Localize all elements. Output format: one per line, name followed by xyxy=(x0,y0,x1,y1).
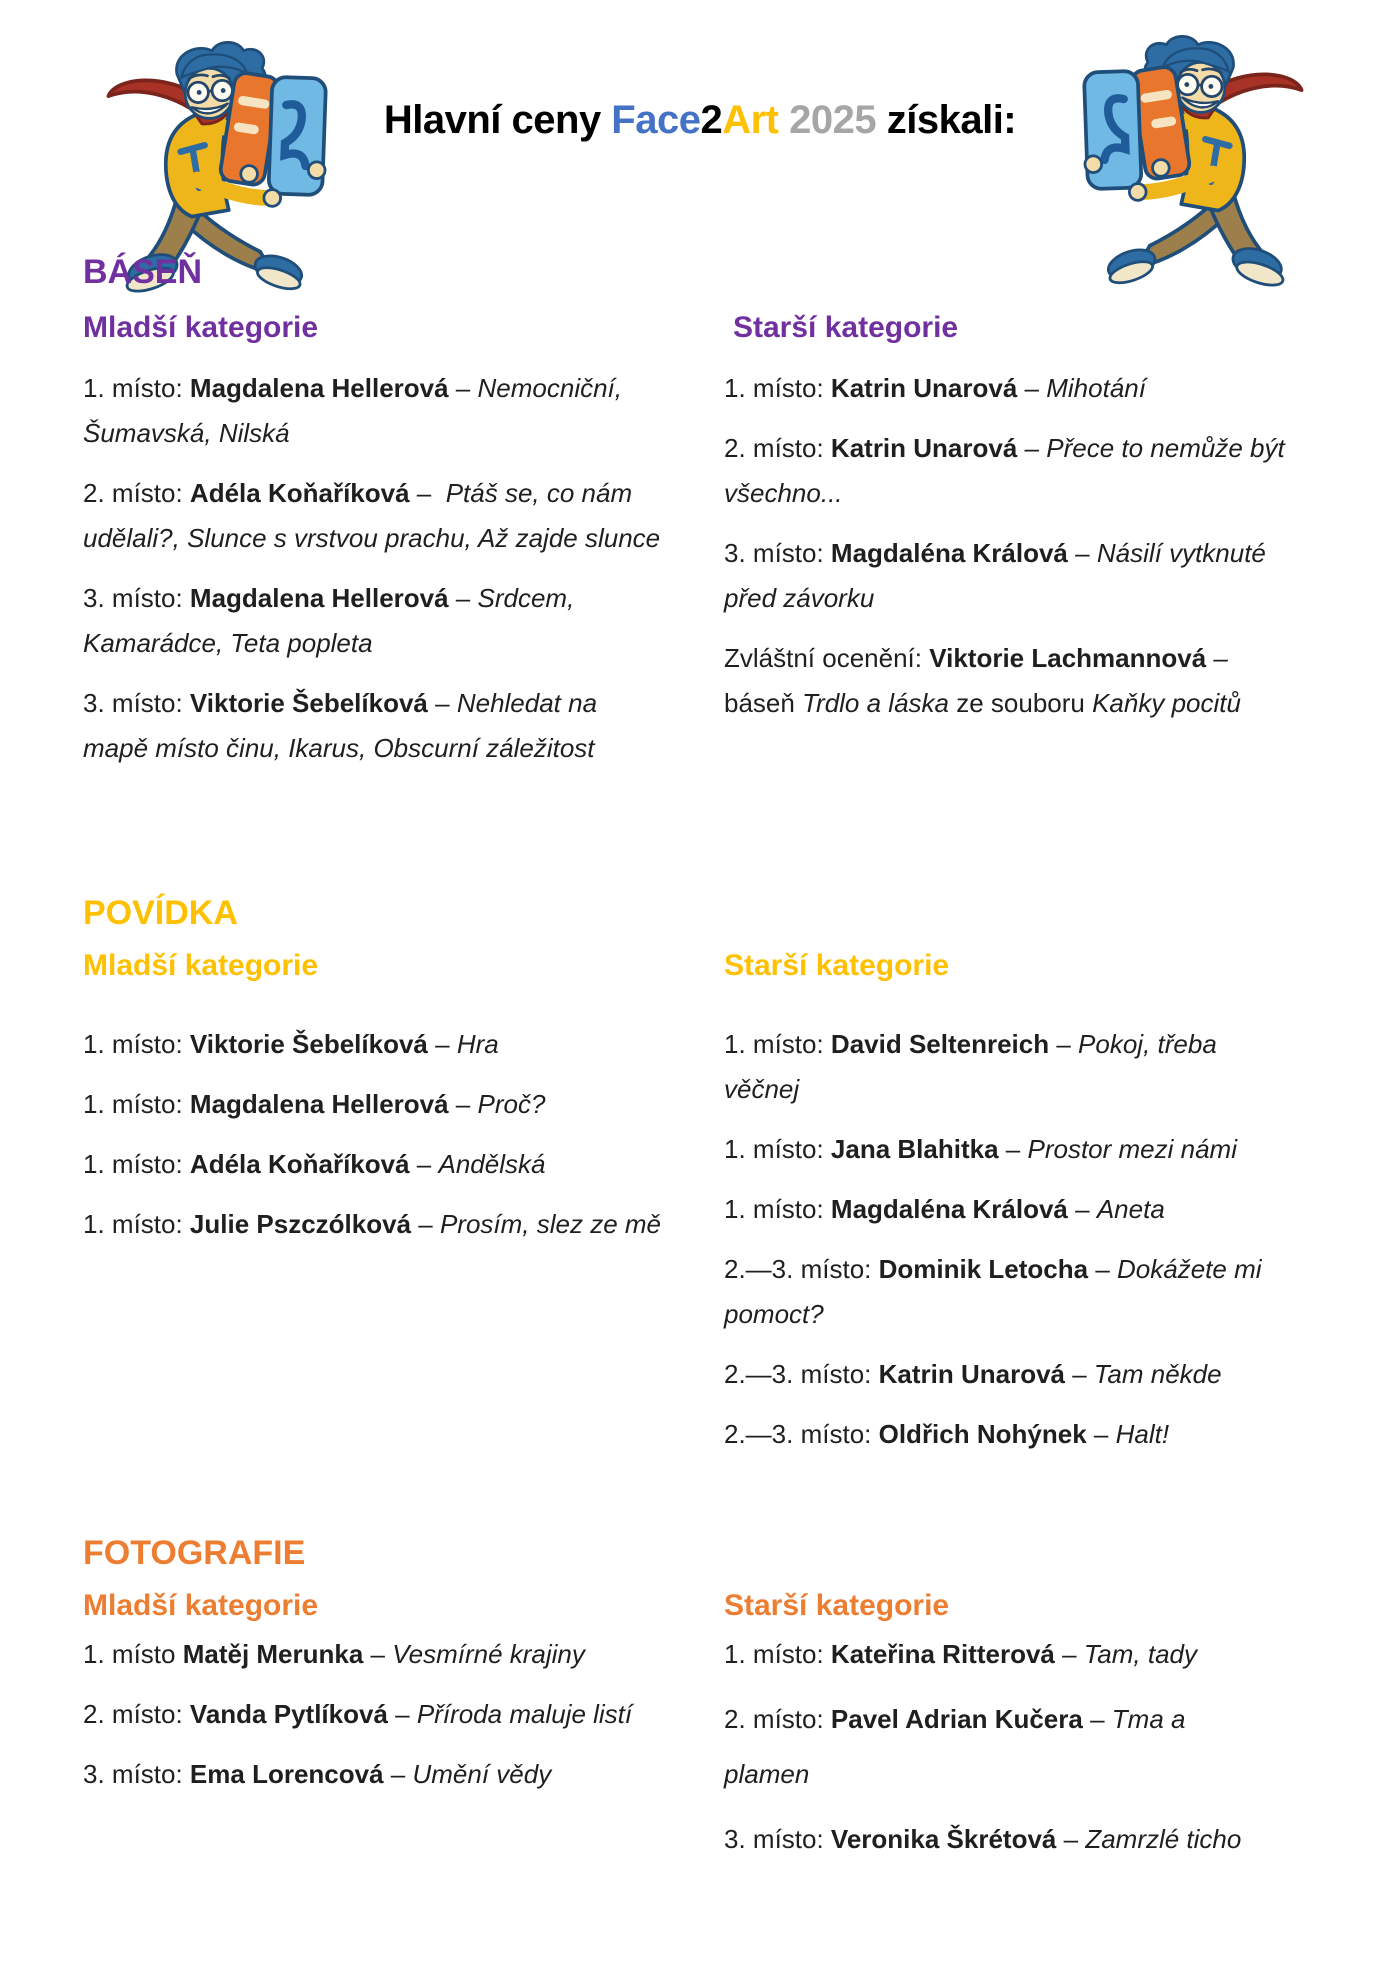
text-run: Dominik Letocha xyxy=(878,1254,1089,1284)
text-run: 2. místo: xyxy=(724,1704,831,1734)
text-run: – xyxy=(409,478,446,508)
text-run: Adéla Koňaříková xyxy=(189,478,410,508)
text-run: Art xyxy=(722,98,779,142)
text-run: – xyxy=(1054,1639,1084,1669)
text-run: – xyxy=(383,1759,413,1789)
text-run: 2 xyxy=(700,98,723,142)
text-run: Trdlo a láska xyxy=(802,688,949,718)
text-run: Pavel Adrian Kučera xyxy=(830,1704,1083,1734)
text-run: – xyxy=(448,373,478,403)
text-run: 2.—3. místo: xyxy=(724,1254,879,1284)
text-run: Násilí vytknuté před závorku xyxy=(724,538,1274,613)
award-list-povidka-mladsi xyxy=(83,1022,663,1247)
text-run: Tam někde xyxy=(1093,1359,1222,1389)
section-heading-fotografie: FOTOGRAFIE xyxy=(83,1534,306,1572)
text-run: 3. místo: xyxy=(83,1759,190,1789)
text-run: Katrin Unarová xyxy=(830,373,1018,403)
text-run: Adéla Koňaříková xyxy=(189,1149,410,1179)
text-run: – xyxy=(1067,1194,1097,1224)
subheading-fotografie-starsi: Starší kategorie xyxy=(724,1589,950,1622)
text-run: 2.—3. místo: xyxy=(724,1419,879,1449)
award-item xyxy=(83,471,663,561)
text-run: Nehledat na mapě místo činu, Ikarus, Obscurní záležitost xyxy=(83,688,605,763)
text-run: Matěj Merunka xyxy=(182,1639,364,1669)
award-item xyxy=(83,1142,663,1187)
text-run: – xyxy=(1049,1029,1079,1059)
award-item xyxy=(83,1022,663,1067)
basen-older-column xyxy=(724,310,1296,741)
text-run: Ptáš se, co nám udělali?, Slunce s vrstvou prachu, Až zajde slunce xyxy=(83,478,661,553)
award-item xyxy=(724,1187,1296,1232)
text-run: 3. místo: xyxy=(83,688,190,718)
fotografie-older-column xyxy=(724,1588,1296,1877)
text-run: Kaňky pocitů xyxy=(1092,688,1241,718)
text-run: Přece to nemůže být všechno... xyxy=(724,433,1292,508)
text-run: Tam, tady xyxy=(1083,1639,1198,1669)
text-run: Julie Pszczólková xyxy=(189,1209,412,1239)
text-run: 1. místo: xyxy=(724,1194,831,1224)
text-run: 1. místo: xyxy=(83,373,190,403)
text-run: 3. místo: xyxy=(83,583,190,613)
text-run: Viktorie Šebelíková xyxy=(189,1029,428,1059)
text-run: Vesmírné krajiny xyxy=(392,1639,585,1669)
text-run: – xyxy=(1017,433,1047,463)
award-item xyxy=(724,1352,1296,1397)
award-list-fotografie-mladsi xyxy=(83,1632,663,1797)
text-run: Magdalena Hellerová xyxy=(189,373,449,403)
text-run: Magdalena Hellerová xyxy=(189,583,449,613)
text-run: Face xyxy=(611,98,701,142)
text-run: 1. místo: xyxy=(724,1134,831,1164)
award-item xyxy=(83,1692,663,1737)
text-run: – xyxy=(387,1699,417,1729)
text-run: Prosím, slez ze mě xyxy=(439,1209,662,1239)
text-run: Příroda maluje listí xyxy=(416,1699,633,1729)
text-run: Prostor mezi námi xyxy=(1027,1134,1237,1164)
text-run: – xyxy=(363,1639,393,1669)
subheading-povidka-starsi: Starší kategorie xyxy=(724,949,950,982)
text-run: – xyxy=(409,1149,439,1179)
text-run: Proč? xyxy=(477,1089,546,1119)
text-run: Dokážete mi pomoct? xyxy=(724,1254,1269,1329)
text-run: 3. místo: xyxy=(724,1824,831,1854)
text-run: 1. místo: xyxy=(724,1639,831,1669)
text-run: – xyxy=(411,1209,440,1239)
text-run: – xyxy=(998,1134,1028,1164)
text-run: Hra xyxy=(456,1029,499,1059)
text-run: Srdcem, Kamarádce, Teta popleta xyxy=(83,583,582,658)
text-run: 2.—3. místo: xyxy=(724,1359,879,1389)
text-run: 1. místo: xyxy=(83,1209,190,1239)
text-run: Veronika Škrétová xyxy=(830,1824,1057,1854)
text-run: – xyxy=(427,1029,457,1059)
text-run: 2. místo: xyxy=(83,1699,190,1729)
text-run: plamen xyxy=(724,1759,810,1789)
text-run: 3. místo: xyxy=(724,538,831,568)
subheading-povidka-mladsi: Mladší kategorie xyxy=(83,949,319,982)
text-run: Aneta xyxy=(1096,1194,1165,1224)
award-item xyxy=(724,1692,1296,1802)
award-list-fotografie-starsi xyxy=(724,1632,1296,1862)
text-run: Vanda Pytlíková xyxy=(189,1699,388,1729)
text-run: 1. místo: xyxy=(83,1029,190,1059)
text-run: Magdaléna Králová xyxy=(830,538,1068,568)
award-list-basen-starsi xyxy=(724,366,1296,726)
award-item xyxy=(724,1632,1296,1677)
section-heading-povidka: POVÍDKA xyxy=(83,894,238,932)
text-run: – xyxy=(1065,1359,1094,1389)
award-list-povidka-starsi xyxy=(724,1022,1296,1457)
text-run: Pokoj, třeba věčnej xyxy=(724,1029,1225,1104)
text-run: – xyxy=(427,688,457,718)
text-run: 1. místo: xyxy=(83,1089,190,1119)
text-run: Nemocniční, Šumavská, Nilská xyxy=(83,373,630,448)
text-run: Halt! xyxy=(1115,1419,1170,1449)
award-item xyxy=(83,681,663,771)
section-heading-basen: BÁSEŇ xyxy=(83,253,203,291)
povidka-older-column xyxy=(724,948,1296,1472)
text-run: – xyxy=(448,1089,478,1119)
text-run: Andělská xyxy=(438,1149,546,1179)
text-run: Zamrzlé ticho xyxy=(1085,1824,1242,1854)
text-run: 1. místo xyxy=(83,1639,183,1669)
text-run: Viktorie Lachmannová xyxy=(929,643,1207,673)
award-item xyxy=(724,636,1296,726)
award-item xyxy=(724,366,1296,411)
text-run: Kateřina Ritterová xyxy=(830,1639,1055,1669)
text-run: Umění vědy xyxy=(412,1759,552,1789)
award-item xyxy=(724,1022,1296,1112)
text-run: – xyxy=(1017,373,1047,403)
subheading-basen-mladsi: Mladší kategorie xyxy=(83,311,319,344)
text-run: – xyxy=(1082,1704,1112,1734)
text-run: – xyxy=(1086,1419,1116,1449)
text-run: 1. místo: xyxy=(724,1029,831,1059)
award-item xyxy=(83,1752,663,1797)
face2art-mascot-right-icon xyxy=(1072,22,1322,312)
award-item xyxy=(83,366,663,456)
text-run: Magdaléna Králová xyxy=(830,1194,1068,1224)
text-run: Magdalena Hellerová xyxy=(189,1089,449,1119)
award-item xyxy=(724,1247,1296,1337)
award-item xyxy=(724,1817,1296,1862)
text-run: – xyxy=(1056,1824,1086,1854)
text-run: 2025 xyxy=(778,98,877,142)
fotografie-younger-column xyxy=(83,1588,663,1812)
subheading-basen-starsi: Starší kategorie xyxy=(733,311,959,344)
text-run: Ema Lorencová xyxy=(189,1759,384,1789)
award-item xyxy=(83,1632,663,1677)
text-run: 1. místo: xyxy=(83,1149,190,1179)
text-run: – xyxy=(1067,538,1097,568)
text-run: Tma a xyxy=(1111,1704,1186,1734)
award-item xyxy=(724,426,1296,516)
text-run: Zvláštní ocenění: xyxy=(724,643,930,673)
page-title xyxy=(0,94,1400,146)
text-run: Mihotání xyxy=(1046,373,1146,403)
award-item xyxy=(724,1127,1296,1172)
text-run: ze souboru xyxy=(949,688,1093,718)
text-run: Oldřich Nohýnek xyxy=(878,1419,1087,1449)
text-run: 1. místo: xyxy=(724,373,831,403)
text-run: Hlavní ceny xyxy=(383,98,612,142)
text-run: – xyxy=(448,583,478,613)
text-run: Jana Blahitka xyxy=(830,1134,999,1164)
award-item xyxy=(83,576,663,666)
text-run: Viktorie Šebelíková xyxy=(189,688,428,718)
award-list-basen-mladsi xyxy=(83,366,663,771)
basen-younger-column xyxy=(83,310,663,786)
award-item xyxy=(724,1412,1296,1457)
text-run: – báseň xyxy=(724,643,1236,718)
text-run: Katrin Unarová xyxy=(830,433,1018,463)
award-item xyxy=(83,1202,663,1247)
text-run: 2. místo: xyxy=(724,433,831,463)
award-item xyxy=(724,531,1296,621)
text-run: David Seltenreich xyxy=(830,1029,1050,1059)
text-run: Katrin Unarová xyxy=(878,1359,1065,1389)
award-item xyxy=(83,1082,663,1127)
povidka-younger-column xyxy=(83,948,663,1262)
text-run: 2. místo: xyxy=(83,478,190,508)
subheading-fotografie-mladsi: Mladší kategorie xyxy=(83,1589,319,1622)
text-run: – xyxy=(1088,1254,1118,1284)
text-run: získali: xyxy=(876,98,1017,142)
